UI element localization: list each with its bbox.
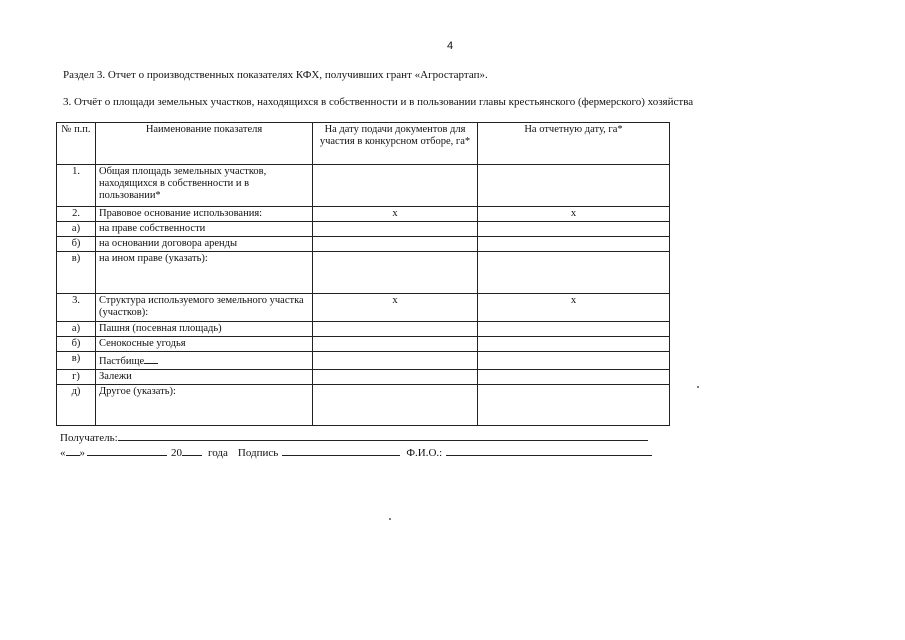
row-num: г) — [57, 370, 96, 385]
table-row — [57, 385, 670, 426]
table-row — [57, 370, 670, 385]
scan-speck — [389, 518, 391, 520]
row-value-submission — [313, 322, 478, 337]
row-value-report — [478, 370, 670, 385]
row-value-report — [478, 222, 670, 237]
row-name: Сенокосные угодья — [96, 337, 313, 352]
row-name: на праве собственности — [96, 222, 313, 237]
row-value-submission — [313, 252, 478, 294]
row-num: 3. — [57, 294, 96, 322]
table-row — [57, 165, 670, 207]
table-row — [57, 222, 670, 237]
row-name: на ином праве (указать): — [96, 252, 313, 294]
row-name: Другое (указать): — [96, 385, 313, 426]
row-value-report: х — [478, 294, 670, 322]
header-name: Наименование показателя — [96, 123, 313, 165]
header-num: № п.п. — [57, 123, 96, 165]
date-close-quote: » — [79, 447, 85, 459]
table-row — [57, 294, 670, 322]
recipient-label: Получатель: — [60, 432, 118, 444]
row-value-submission — [313, 222, 478, 237]
pasture-blank-line — [144, 353, 158, 364]
row-value-submission — [313, 337, 478, 352]
day-blank — [66, 445, 80, 456]
row-value-submission — [313, 370, 478, 385]
row-num: а) — [57, 322, 96, 337]
date-open-quote: « — [60, 447, 66, 459]
row-num: д) — [57, 385, 96, 426]
table-header-row — [57, 123, 670, 165]
month-blank — [87, 445, 167, 456]
fio-blank — [446, 445, 652, 456]
year-prefix: 20 — [171, 447, 182, 459]
row-value-submission: х — [313, 294, 478, 322]
table-row — [57, 207, 670, 222]
row-num: а) — [57, 222, 96, 237]
row-value-report — [478, 352, 670, 370]
row-name — [96, 352, 313, 370]
recipient-line — [60, 430, 648, 444]
row-value-report — [478, 322, 670, 337]
row-value-report — [478, 237, 670, 252]
year-suffix: года — [208, 447, 228, 459]
row-name-text: Пастбище — [99, 356, 145, 367]
fio-label: Ф.И.О.: — [406, 447, 443, 459]
row-value-submission — [313, 352, 478, 370]
header-at-submission: На дату подачи документов для участия в конкурсном отборе, га* — [313, 123, 478, 165]
row-name: Структура используемого земельного участка (участков): — [96, 294, 313, 322]
row-num: б) — [57, 237, 96, 252]
scan-speck — [697, 386, 699, 388]
row-name: Залежи — [96, 370, 313, 385]
table-row — [57, 322, 670, 337]
row-value-submission — [313, 237, 478, 252]
row-name: Пашня (посевная площадь) — [96, 322, 313, 337]
row-value-submission — [313, 385, 478, 426]
row-name: на основании договора аренды — [96, 237, 313, 252]
table-row — [57, 237, 670, 252]
signature-blank — [282, 445, 400, 456]
row-num: в) — [57, 252, 96, 294]
row-value-report — [478, 385, 670, 426]
signature-label: Подпись — [237, 447, 279, 459]
date-signature-line — [60, 445, 652, 459]
header-at-report: На отчетную дату, га* — [478, 123, 670, 165]
table-row — [57, 352, 670, 370]
row-value-report — [478, 165, 670, 207]
table-caption: 3. Отчёт о площади земельных участков, находящихся в собственности и в пользовании главы крестьянского (фермерского) хозяйства — [63, 96, 694, 108]
row-num: 1. — [57, 165, 96, 207]
row-value-submission — [313, 165, 478, 207]
section-title: Раздел 3. Отчет о производственных показателях КФХ, получивших грант «Агростартап». — [63, 69, 488, 81]
table-row — [57, 337, 670, 352]
row-value-report — [478, 337, 670, 352]
page-number: 4 — [447, 40, 454, 52]
recipient-blank — [118, 430, 648, 441]
row-num: в) — [57, 352, 96, 370]
year-blank — [182, 445, 202, 456]
row-value-report — [478, 252, 670, 294]
row-name: Общая площадь земельных участков, находящихся в собственности и в пользовании* — [96, 165, 313, 207]
row-name: Правовое основание использования: — [96, 207, 313, 222]
table-row — [57, 252, 670, 294]
row-value-submission: х — [313, 207, 478, 222]
row-num: б) — [57, 337, 96, 352]
row-num: 2. — [57, 207, 96, 222]
land-report-table — [56, 122, 670, 426]
row-value-report: х — [478, 207, 670, 222]
